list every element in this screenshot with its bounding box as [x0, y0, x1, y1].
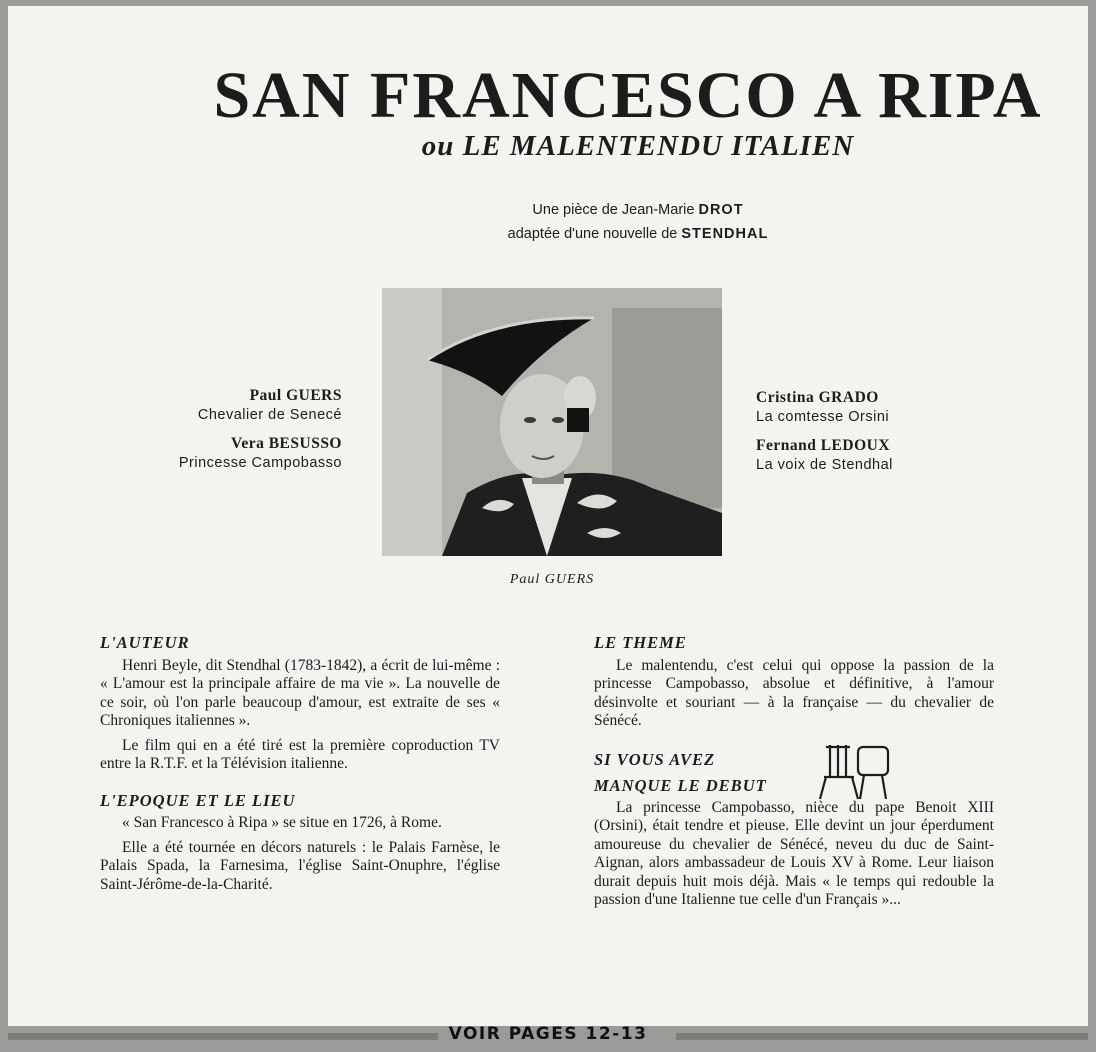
cast-name: Fernand LEDOUX [756, 437, 891, 454]
footer-banner [8, 1026, 1088, 1046]
debut-header [594, 749, 994, 799]
credit-source-name: STENDHAL [681, 226, 769, 242]
photo-illustration [382, 288, 722, 556]
cast-role: Chevalier de Senecé [197, 407, 342, 423]
right-column [594, 634, 994, 916]
chair-tv-icon [814, 741, 894, 803]
cast-entry [756, 436, 893, 474]
section-title-auteur: L'AUTEUR [100, 633, 190, 652]
cast-entry [179, 386, 342, 424]
cast-role: Princesse Campobasso [178, 455, 342, 471]
actor-photo [382, 288, 722, 556]
page-subtitle: ou LE MALENTENDU ITALIEN [421, 130, 855, 162]
credit-line-author [188, 198, 1088, 222]
credit-source-prefix: adaptée d'une nouvelle de [507, 226, 682, 242]
magazine-page [8, 6, 1088, 1026]
cast-list-right [756, 388, 893, 484]
epoque-paragraph-2: Elle a été tournée en décors naturels : le Palais Farnèse, le Palais Spada, la Farnesima, l'église Saint-Onuphre, l'église Saint-Jérôme-de-la-Charité. [100, 838, 500, 893]
see-pages-link[interactable]: VOIR PAGES 12-13 [448, 1024, 648, 1044]
section-title-debut-line1: SI VOUS AVEZ [594, 749, 716, 769]
left-column [100, 634, 500, 900]
credit-author-name: DROT [698, 202, 744, 218]
cast-name: Vera BESUSSO [231, 435, 342, 452]
auteur-paragraph-1: Henri Beyle, dit Stendhal (1783-1842), a écrit de lui-même : « L'amour est la principale affaire de ma vie ». La nouvelle de ce soir, où l'on parle beaucoup d'amour, est extraite de ses « Chroniques italiennes ». [100, 656, 500, 729]
cast-list-left [179, 386, 342, 482]
auteur-paragraph-2: Le film qui en a été tiré est la première coproduction TV entre la R.T.F. et la Télévision italienne. [100, 736, 500, 772]
credits [8, 198, 1088, 246]
section-title-theme: LE THEME [594, 633, 687, 652]
cast-name: Cristina GRADO [756, 389, 879, 406]
page-title: SAN FRANCESCO A RIPA [213, 59, 1043, 132]
section-title-debut-line2: MANQUE LE DEBUT [594, 775, 767, 795]
photo-caption: Paul GUERS [509, 572, 595, 587]
section-title-epoque: L'EPOQUE ET LE LIEU [100, 790, 296, 810]
cast-entry [756, 388, 893, 426]
cast-entry [179, 434, 342, 472]
credit-line-source [188, 222, 1088, 246]
cast-role: La voix de Stendhal [756, 457, 893, 473]
debut-paragraph: La princesse Campobasso, nièce du pape Benoit XIII (Orsini), était tendre et pieuse. Elle devint un jour éperdument amoureuse du chevalier de Sénécé, neveu du duc de Saint-Aignan, alors ambassadeur de Louis XV à Rome. Leur liaison durait depuis huit mois déjà. Mais « le temps qui redouble la passion d'une Italienne tue celle d'un Français »... [594, 798, 994, 908]
epoque-paragraph-1: « San Francesco à Ripa » se situe en 1726, à Rome. [122, 814, 442, 831]
cast-name: Paul GUERS [249, 387, 342, 404]
theme-paragraph: Le malentendu, c'est celui qui oppose la passion de la princesse Campobasso, absolue et définitive, à l'amour désinvolte et souriant — à la française — du chevalier de Sénécé. [594, 656, 994, 729]
credit-author-prefix: Une pièce de Jean-Marie [532, 202, 699, 218]
cast-role: La comtesse Orsini [756, 409, 890, 425]
